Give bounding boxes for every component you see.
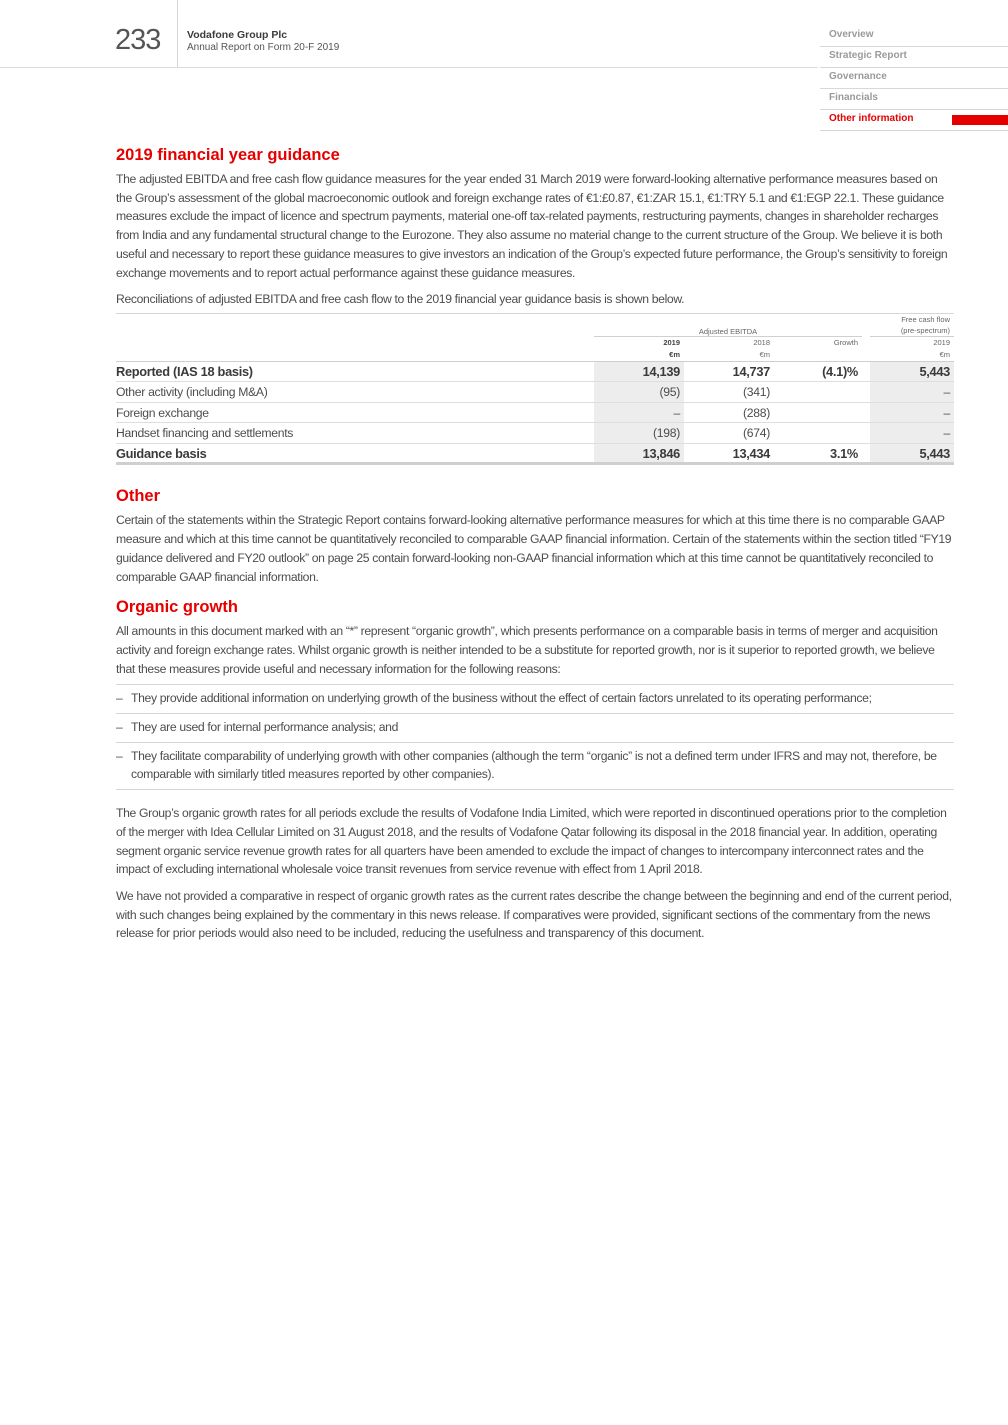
organic-paragraph-3: We have not provided a comparative in respect of organic growth rates as the current rates describe the change between the beginning and end of the current period, with such changes being explained by the commentary in this news release. If comparatives were provided, significant sections of the commentary from the news release for prior periods would also need to be included, reducing the usefulness and transparency of this document. [116,888,952,941]
col-unit: €m [939,349,950,359]
list-item [116,714,954,743]
bullet-text: They provide additional information on underlying growth of the business without the effect of certain factors unrelated to its operating performance; [131,691,872,706]
page-number: 233 [115,24,161,56]
cell-growth [774,423,862,444]
cell-ebitda-2018: (288) [684,402,774,423]
nav-label: Strategic Report [829,50,907,61]
cell-ebitda-2019: (95) [594,382,684,403]
row-label: Handset financing and settlements [116,423,594,444]
dash-bullet-icon: – [116,720,123,735]
list-item [116,743,954,790]
cell-fcf-2019: 5,443 [870,361,954,382]
reconciliation-table [116,313,954,466]
col-year: Growth [833,337,858,347]
nav-item-financials[interactable] [820,89,1008,110]
cell-ebitda-2018: 14,737 [684,361,774,382]
column-gap [862,336,870,361]
cell-ebitda-2019: (198) [594,423,684,444]
col-header-growth [774,336,862,361]
col-header-2019 [594,336,684,361]
row-label: Foreign exchange [116,402,594,423]
dash-bullet-icon: – [116,691,123,706]
dash-bullet-icon: – [116,748,123,763]
list-item [116,685,954,714]
section-title-other: Other [116,487,161,506]
col-header-2018 [684,336,774,361]
column-gap [862,402,870,423]
nav-item-other-information[interactable] [820,110,1008,131]
row-label: Other activity (including M&A) [116,382,594,403]
report-title: Annual Report on Form 20-F 2019 [187,42,340,53]
nav-label: Overview [829,29,874,40]
cell-ebitda-2019: 14,139 [594,361,684,382]
cell-ebitda-2019: – [594,402,684,423]
bullet-text: They facilitate comparability of underlying growth with other companies (although the term “organic” is not a defined term under IFRS and may not, therefore, be comparable with similarly titled measures reported by other companies). [131,748,937,782]
reconciliation-intro: Reconciliations of adjusted EBITDA and free cash flow to the 2019 financial year guidance basis is shown below. [116,292,685,307]
row-label: Reported (IAS 18 basis) [116,361,594,382]
header-adjusted-ebitda: Adjusted EBITDA [594,313,862,336]
col-header-fcf-2019 [870,336,954,361]
header-divider [177,0,178,67]
organic-paragraph-2: The Group’s organic growth rates for all periods exclude the results of Vodafone India Limited, which were reported in discontinued operations prior to the completion of the merger with Idea Cellular Limited on 31 August 2018, and the results of Vodafone Qatar following its disposal in the 2018 financial year. In addition, operating segment organic service revenue growth rates for all quarters have been amended to exclude the impact of changes to intercompany interconnect rates and the impact of excluding international wholesale voice transit revenues from service revenue with effect from 1 April 2018. [116,806,947,877]
cell-ebitda-2018: (341) [684,382,774,403]
section-title-organic-growth: Organic growth [116,598,238,617]
cell-fcf-2019: – [870,423,954,444]
col-year: 2019 [663,337,680,347]
col-unit: €m [759,349,770,359]
fcf-line1: Free cash flow [901,314,950,324]
col-year: 2019 [933,337,950,347]
row-label: Guidance basis [116,443,594,464]
other-paragraph: Certain of the statements within the Strategic Report contains forward-looking alternative performance measures for which at this time there is no comparable GAAP measure and which at this time cannot be quantitatively reconciled to comparable GAAP financial information. Certain of the statements within the section titled “FY19 guidance delivered and FY20 outlook” on page 25 contain forward-looking non-GAAP financial information which at this time cannot be quantitatively reconciled to comparable GAAP financial information. [116,513,952,584]
cell-growth [774,402,862,423]
col-year: 2018 [753,337,770,347]
cell-fcf-2019: – [870,382,954,403]
cell-ebitda-2019: 13,846 [594,443,684,464]
section-title-guidance: 2019 financial year guidance [116,146,340,164]
cell-fcf-2019: – [870,402,954,423]
cell-ebitda-2018: 13,434 [684,443,774,464]
nav-label: Financials [829,92,878,103]
organic-reasons-list [116,684,954,790]
table-row [116,361,954,382]
cell-ebitda-2018: (674) [684,423,774,444]
fcf-line2: (pre-spectrum) [900,325,950,335]
cell-fcf-2019: 5,443 [870,443,954,464]
cell-growth [774,382,862,403]
main-content [116,146,954,951]
cell-growth: (4.1)% [774,361,862,382]
nav-label: Governance [829,71,887,82]
column-gap [862,382,870,403]
column-gap [862,443,870,464]
empty-header [116,336,594,361]
header-free-cash-flow [870,313,954,336]
company-name: Vodafone Group Plc [187,29,288,41]
empty-header [116,313,594,336]
active-section-marker [952,115,1008,125]
table-row [116,423,954,444]
nav-label: Other information [829,113,914,124]
nav-item-governance[interactable] [820,68,1008,89]
column-gap [862,361,870,382]
bullet-text: They are used for internal performance analysis; and [131,720,399,735]
nav-item-strategic-report[interactable] [820,47,1008,68]
guidance-paragraph: The adjusted EBITDA and free cash flow guidance measures for the year ended 31 March 2019 were forward-looking alternative performance measures based on the Group’s assessment of the global macroeconomic outlook and foreign exchange rates of €1:£0.87, €1:ZAR 15.1, €1:TRY 5.1 and €1:EGP 22.1. These guidance measures exclude the impact of licence and spectrum payments, material one-off tax-related payments, restructuring payments, changes in shareholder recharges from India and any fundamental structural change to the Eurozone. They also assume no material change to the current structure of the Group. We believe it is both useful and necessary to report these guidance measures to give investors an indication of the Group’s expected future performance, the Group’s sensitivity to foreign exchange movements and to report actual performance against these guidance measures. [116,172,948,280]
table-row [116,382,954,403]
table-row-total [116,443,954,464]
section-nav [820,26,1008,131]
col-unit: €m [669,349,680,359]
table-row [116,402,954,423]
organic-paragraph-1: All amounts in this document marked with an “*” represent “organic growth”, which presents performance on a comparable basis in terms of merger and acquisition activity and foreign exchange rates. Whilst organic growth is neither intended to be a substitute for reported growth, nor is it superior to reported growth, we believe that these measures provide useful and necessary information for the following reasons: [116,624,938,676]
column-gap [862,423,870,444]
header-rule [0,67,818,68]
column-gap [862,313,870,336]
cell-growth: 3.1% [774,443,862,464]
nav-item-overview[interactable] [820,26,1008,47]
